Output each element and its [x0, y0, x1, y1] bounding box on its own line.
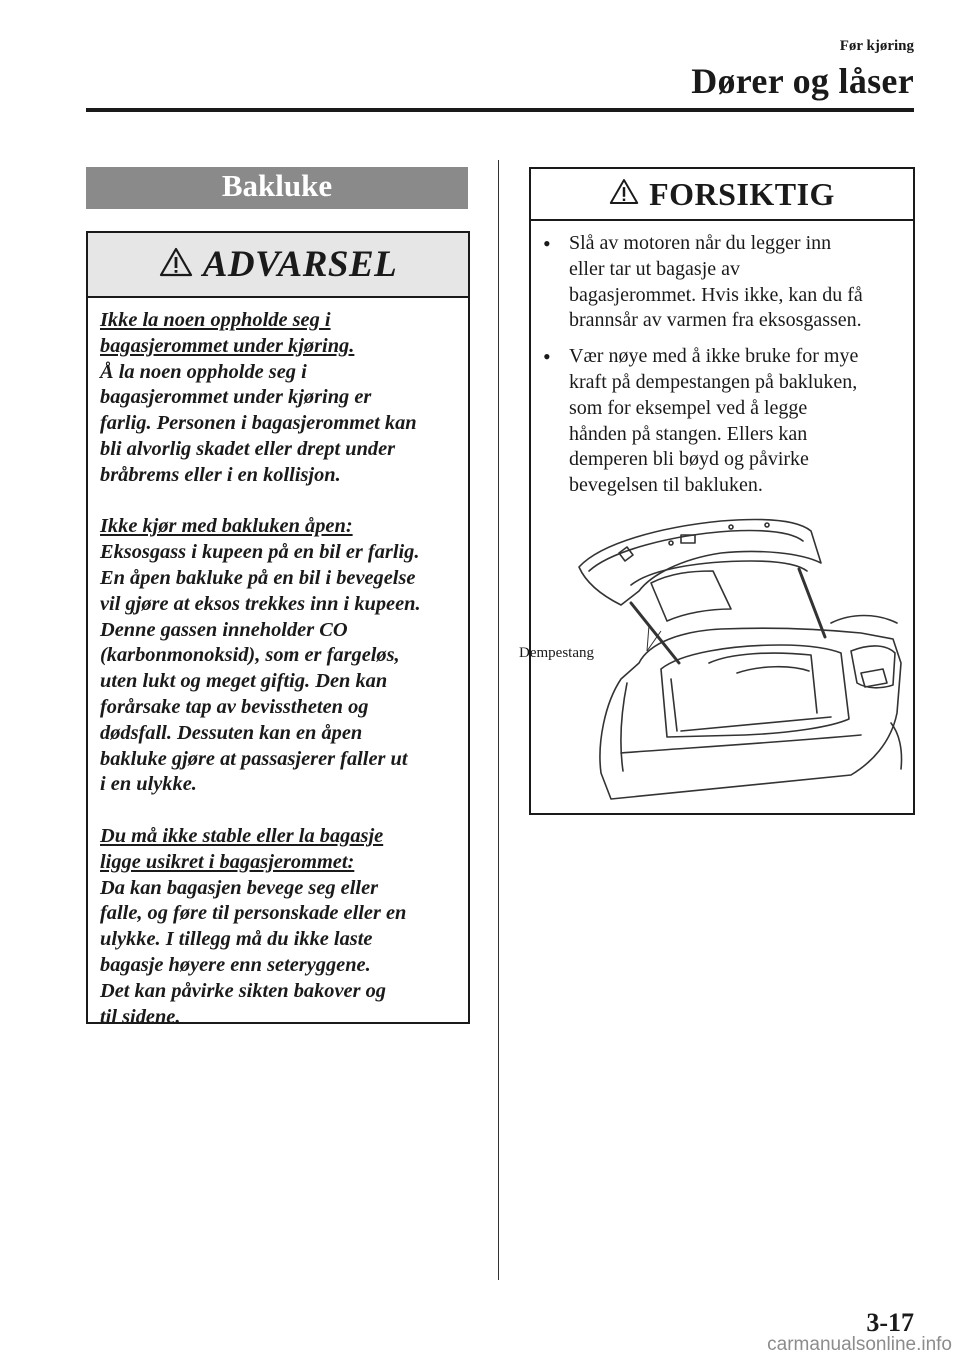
warning-heading-line: Ikke kjør med bakluken åpen: [100, 515, 353, 538]
bullet-icon: • [543, 231, 551, 256]
warning-heading-line: ligge usikret i bagasjerommet: [100, 850, 355, 873]
warning-box [86, 231, 470, 1028]
section-banner: Bakluke [86, 167, 468, 209]
caution-line: Vær nøye med å ikke bruke for mye [569, 345, 859, 368]
caution-bullet [543, 231, 901, 334]
warning-body-line: bakluke gjøre at passasjerer faller ut [100, 747, 408, 770]
caution-header [531, 169, 913, 221]
caution-line: bagasjerommet. Hvis ikke, kan du få [569, 283, 863, 306]
page-title: Dører og låser [691, 61, 914, 101]
warning-title: ADVARSEL [202, 244, 398, 285]
column-divider [498, 160, 499, 1280]
warning-body [88, 298, 468, 1030]
warning-body-line: til sidene. [100, 1005, 181, 1028]
warning-body-line: Å la noen oppholde seg i [100, 360, 307, 383]
warning-body-line: farlig. Personen i bagasjerommet kan [100, 412, 417, 435]
warning-body-line: dødsfall. Dessuten kan en åpen [100, 721, 363, 744]
bullet-icon: • [543, 344, 551, 370]
caution-bullet [543, 344, 901, 499]
warning-body-line: (karbonmonoksid), som er fargeløs, [100, 644, 400, 667]
warning-body-line: Eksosgass i kupeen på en bil er farlig. [100, 541, 420, 564]
caution-line: eller tar ut bagasje av [569, 257, 741, 280]
warning-triangle-icon [159, 247, 193, 282]
warning-body-line: vil gjøre at eksos trekkes inn i kupeen. [100, 592, 421, 615]
warning-body-line: bagasje høyere enn seteryggene. [100, 953, 371, 976]
caution-line: bevegelsen til bakluken. [569, 474, 763, 497]
warning-body-line: Denne gassen inneholder CO [100, 618, 348, 641]
warning-heading-line: Ikke la noen oppholde seg i [100, 309, 331, 331]
warning-triangle-icon [609, 178, 639, 210]
warning-heading-line: bagasjerommet under kjøring. [100, 334, 355, 357]
caution-box [519, 167, 915, 815]
warning-body-line: bråbrems eller i en kollisjon. [100, 463, 341, 486]
warning-body-line: bagasjerommet under kjøring er [100, 386, 372, 409]
caution-line: Slå av motoren når du legger inn [569, 232, 832, 254]
caution-line: hånden på stangen. Ellers kan [569, 422, 808, 445]
warning-body-line: En åpen bakluke på en bil i bevegelse [100, 566, 416, 589]
warning-body-line: i en ulykke. [100, 773, 197, 796]
caution-line: som for eksempel ved å legge [569, 396, 808, 419]
caution-body [531, 221, 913, 499]
illustration-label: Dempestang [519, 645, 594, 661]
footer-watermark: carmanualsonline.info [767, 1334, 952, 1355]
warning-paragraph [100, 308, 458, 489]
caution-title: FORSIKTIG [649, 175, 835, 212]
warning-paragraph [100, 824, 458, 1030]
warning-body-line: ulykke. I tillegg må du ikke laste [100, 928, 373, 951]
header-section-label: Før kjøring [839, 38, 914, 54]
warning-body-line: falle, og føre til personskade eller en [100, 902, 407, 925]
caution-line: kraft på dempestangen på bakluken, [569, 370, 858, 393]
warning-body-line: Det kan påvirke sikten bakover og [100, 979, 387, 1002]
page-number: 3-17 [866, 1308, 914, 1337]
warning-header [88, 233, 468, 298]
warning-body-line: Da kan bagasjen bevege seg eller [100, 876, 379, 899]
warning-heading-line: Du må ikke stable eller la bagasje [100, 824, 384, 847]
caution-line: brannsår av varmen fra eksosgassen. [569, 309, 862, 332]
warning-body-line: bli alvorlig skadet eller drept under [100, 437, 396, 460]
warning-body-line: uten lukt og meget giftig. Den kan [100, 670, 388, 693]
header-rule [86, 108, 914, 112]
warning-body-line: forårsake tap av bevisstheten og [100, 695, 369, 718]
caution-line: demperen bli bøyd og påvirke [569, 448, 809, 471]
warning-paragraph [100, 514, 458, 798]
